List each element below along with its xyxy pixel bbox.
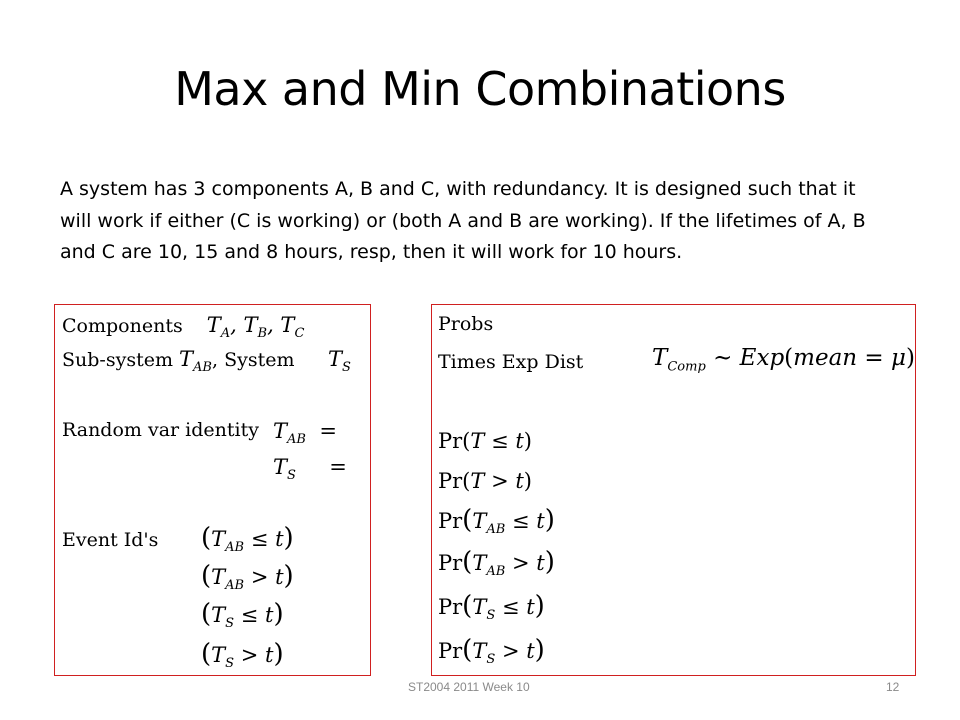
subsystem-label: Sub-system [62, 349, 173, 371]
event-ts-le: $(T_S \le t)$ [201, 599, 284, 632]
event-ts-gt: $(T_S > t)$ [201, 639, 284, 672]
prob-t-le: Pr(T ≤ t) [438, 429, 532, 453]
probs-label: Probs [438, 313, 494, 335]
problem-statement: A system has 3 components A, B and C, with redundancy. It is designed such that it will work if either (C is working) or (both A and B are working). If the lifetimes of A, B and C are 10, 15 and 8 hours, resp, then it will work for 10 hours. [60, 178, 866, 263]
identity-tab: $T_{AB}$ = [273, 419, 337, 448]
event-tab-gt: $(T_{AB} > t)$ [201, 561, 294, 594]
random-var-label: Random var identity [62, 419, 259, 441]
system-label: , System [211, 349, 295, 371]
event-label: Event Id's [62, 529, 159, 551]
prob-tab-gt: $Pr(T_{AB} > t)$ [438, 547, 555, 580]
prob-t-gt: Pr(T > t) [438, 469, 532, 493]
system-var: $T_S$ [328, 347, 351, 376]
prob-ts-le: $Pr(T_S \le t)$ [438, 591, 545, 624]
event-tab-le: $(T_{AB} \le t)$ [201, 523, 294, 556]
slide-title: Max and Min Combinations [174, 62, 786, 116]
components-formula: $T_A$, $T_B$, $T_C$ [206, 313, 305, 342]
components-label: Components [62, 315, 183, 337]
subsystem-var: $T_{AB}$ [179, 347, 212, 376]
identity-ts: $T_S$ = [273, 455, 347, 484]
subsystem-row [62, 347, 294, 375]
prob-tab-le: $Pr(T_{AB} \le t)$ [438, 505, 555, 538]
prob-ts-gt: $Pr(T_S > t)$ [438, 635, 545, 668]
page-number: 12 [886, 680, 900, 694]
components-row [62, 313, 304, 341]
definitions-box [54, 304, 371, 676]
probabilities-box [431, 304, 916, 676]
footer-course: ST2004 2011 Week 10 [408, 680, 530, 694]
times-label: Times Exp Dist [438, 351, 584, 373]
times-formula: $T_{Comp}$ ~ Exp(mean = μ) [652, 345, 915, 375]
